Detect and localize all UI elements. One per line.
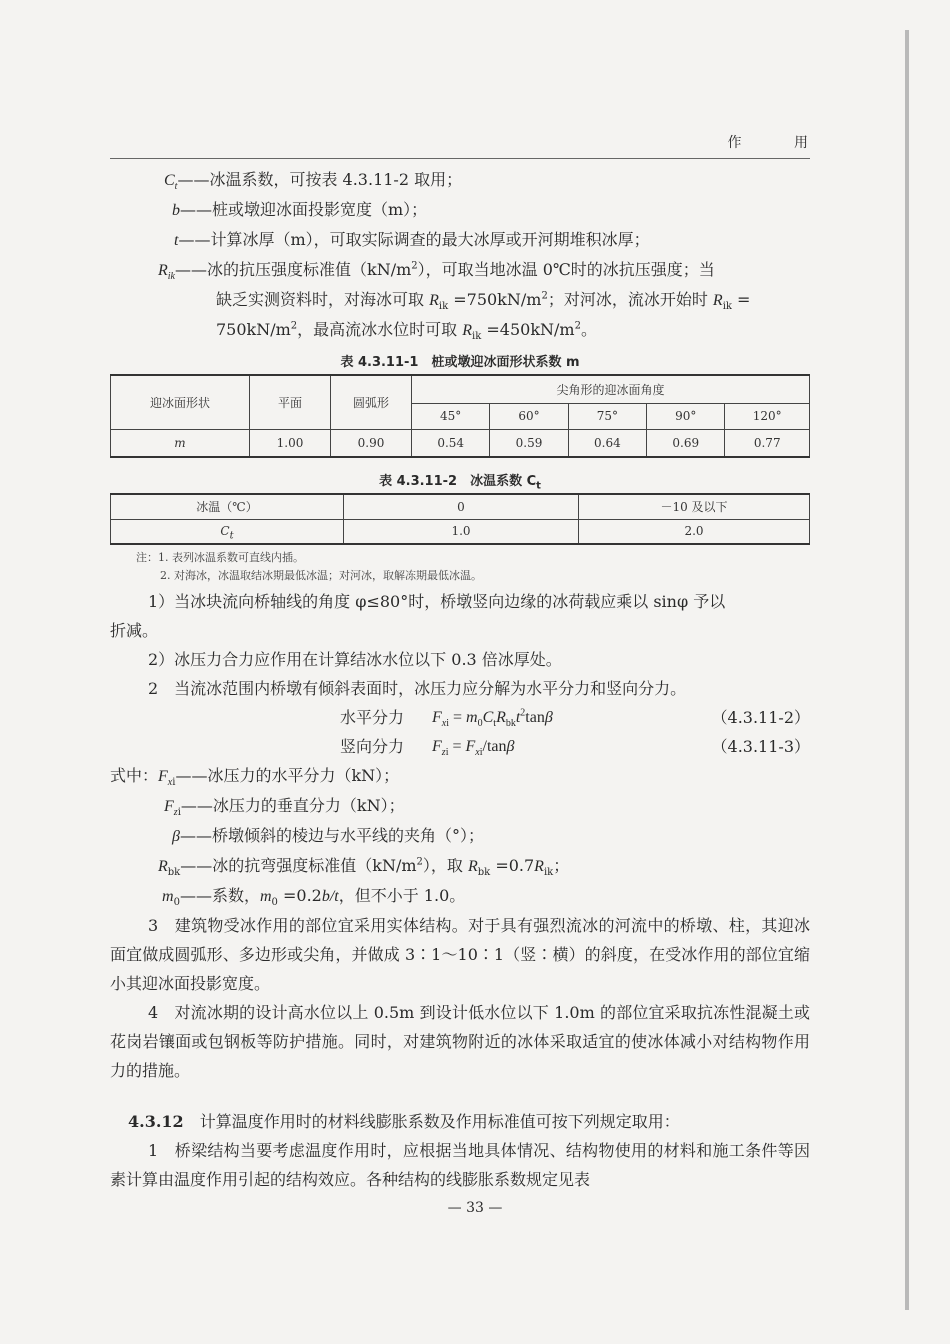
th-flat: 平面 [250,375,331,429]
running-header [110,128,832,159]
table-shape-coefficient [110,374,810,458]
section-4-3-12: 4.3.12 计算温度作用时的材料线膨胀系数及作用标准值可按下列规定取用： [128,1112,680,1131]
def-rik: $R_{ik}——$冰的抗压强度标准值$(kN/m^2)$，可取当地冰温 0℃时的冰抗压强度；当 [158,260,715,283]
item-1-cont: 折减。 [110,621,159,640]
def-b: b——桩或墩迎冰面投影宽度（m）； [172,200,428,219]
item-2: 2）冰压力合力应作用在计算结冰水位以下 0.3 倍冰厚处。 [148,650,562,669]
th-angle: 45° [412,403,490,429]
th-angle: 120° [725,403,810,429]
def-fxi: 式中：$F_{xi}——$冰压力的水平分力（kN）； [110,766,400,789]
table-row: m 1.00 0.90 0.54 0.59 0.64 0.69 0.77 [111,429,810,457]
th-shape: 迎冰面形状 [111,375,250,429]
th-angle: 60° [490,403,568,429]
header-section-title: 作 用 [727,135,832,151]
formula-horizontal: 水平分力 $F_{xi} = m_0C_tR_{bk}t^2\tan\beta$ （4.3.11-2） [110,703,810,732]
th-arc: 圆弧形 [331,375,412,429]
def-rbk: $R_{bk}——$冰的抗弯强度标准值$(kN/m^2)$，取 $R_{bk} =0.7R_{ik}$； [158,856,570,879]
table-note-1: 注：1. 表列冰温系数可直线内插。 [136,551,304,564]
th-sharp: 尖角形的迎冰面角度 [412,375,810,403]
def-beta: β——桥墩倾斜的棱边与水平线的夹角（°）； [172,826,484,845]
def-rik-cont2: $750kN/m^2$，最高流冰水位时可取 $R_{ik} =450kN/m^2$。 [216,320,597,343]
table2-caption: 表 4.3.11-2 冰温系数 $C_t$ [379,474,541,492]
clause-4: 4 对流冰期的设计高水位以上 0.5m 到设计低水位以下 1.0m 的部位宜采取抗冻性混凝土或花岗岩镶面或包钢板等防护措施。同时，对建筑物附近的冰体采取适宜的使冰体减小对结构物作用力的措施。 [110,1003,810,1080]
def-t: t——计算冰厚（m），可取实际调查的最大冰厚或开河期堆积冰厚； [174,230,650,249]
th-zero: 0 [344,494,579,519]
th-low: －10 及以下 [579,494,810,519]
def-fzi: $F_{zi}——$冰压力的垂直分力（kN）； [164,796,405,819]
def-rik-cont1: 缺乏实测资料时，对海冰可取 $R_{ik} =750kN/m^2$；对河冰，流冰开始时 $R_{ik}$ = [216,290,751,313]
table-ice-temperature [110,493,810,545]
table1-caption: 表 4.3.11-1 桩或墩迎冰面形状系数 m [340,355,580,370]
clause-3: 3 建筑物受冰作用的部位宜采用实体结构。对于具有强烈流冰的河流中的桥墩、柱，其迎冰面宜做成圆弧形、多边形或尖角，并做成 3∶1～10∶1（竖∶横）的斜度，在受冰作用的部位宜缩小其迎冰面投影宽度。 [110,916,810,993]
clause-4-3-12-1: 1 桥梁结构当要考虑温度作用时，应根据当地具体情况、结构物使用的材料和施工条件等因素计算由温度作用引起的结构效应。各种结构的线膨胀系数规定见表 [110,1141,810,1189]
item-1: 1）当冰块流向桥轴线的角度 φ≤80°时，桥墩竖向边缘的冰荷载应乘以 sinφ 予以 [148,592,726,611]
clause-2: 2 当流冰范围内桥墩有倾斜表面时，冰压力应分解为水平分力和竖向分力。 [148,679,687,698]
page-number: — 33 — [447,1200,503,1216]
formula-vertical: 竖向分力 $F_{zi} = F_{xi}/\tan\beta$ （4.3.11-3） [110,732,810,761]
page-binding-edge [905,30,909,1310]
table-row: $C_t$ 1.0 2.0 [111,519,810,544]
formula-expr: $F_{zi} = F_{xi}/\tan\beta$ [432,738,515,759]
def-ct: $C_t——$冰温系数，可按表 4.3.11-2 取用； [164,170,463,193]
def-m0: $m_0——$系数，$m_0 =0.2b/t$，但不小于 1.0。 [162,886,466,909]
th-angle: 90° [647,403,725,429]
page-content [110,165,810,1194]
th-temp: 冰温（℃） [111,494,344,519]
table-note-2: 2. 对海冰，冰温取结冰期最低冰温；对河冰，取解冻期最低冰温。 [160,569,482,582]
formula-expr: $F_{xi} = m_0C_tR_{bk}t^2\tan\beta$ [432,707,553,730]
th-angle: 75° [568,403,646,429]
